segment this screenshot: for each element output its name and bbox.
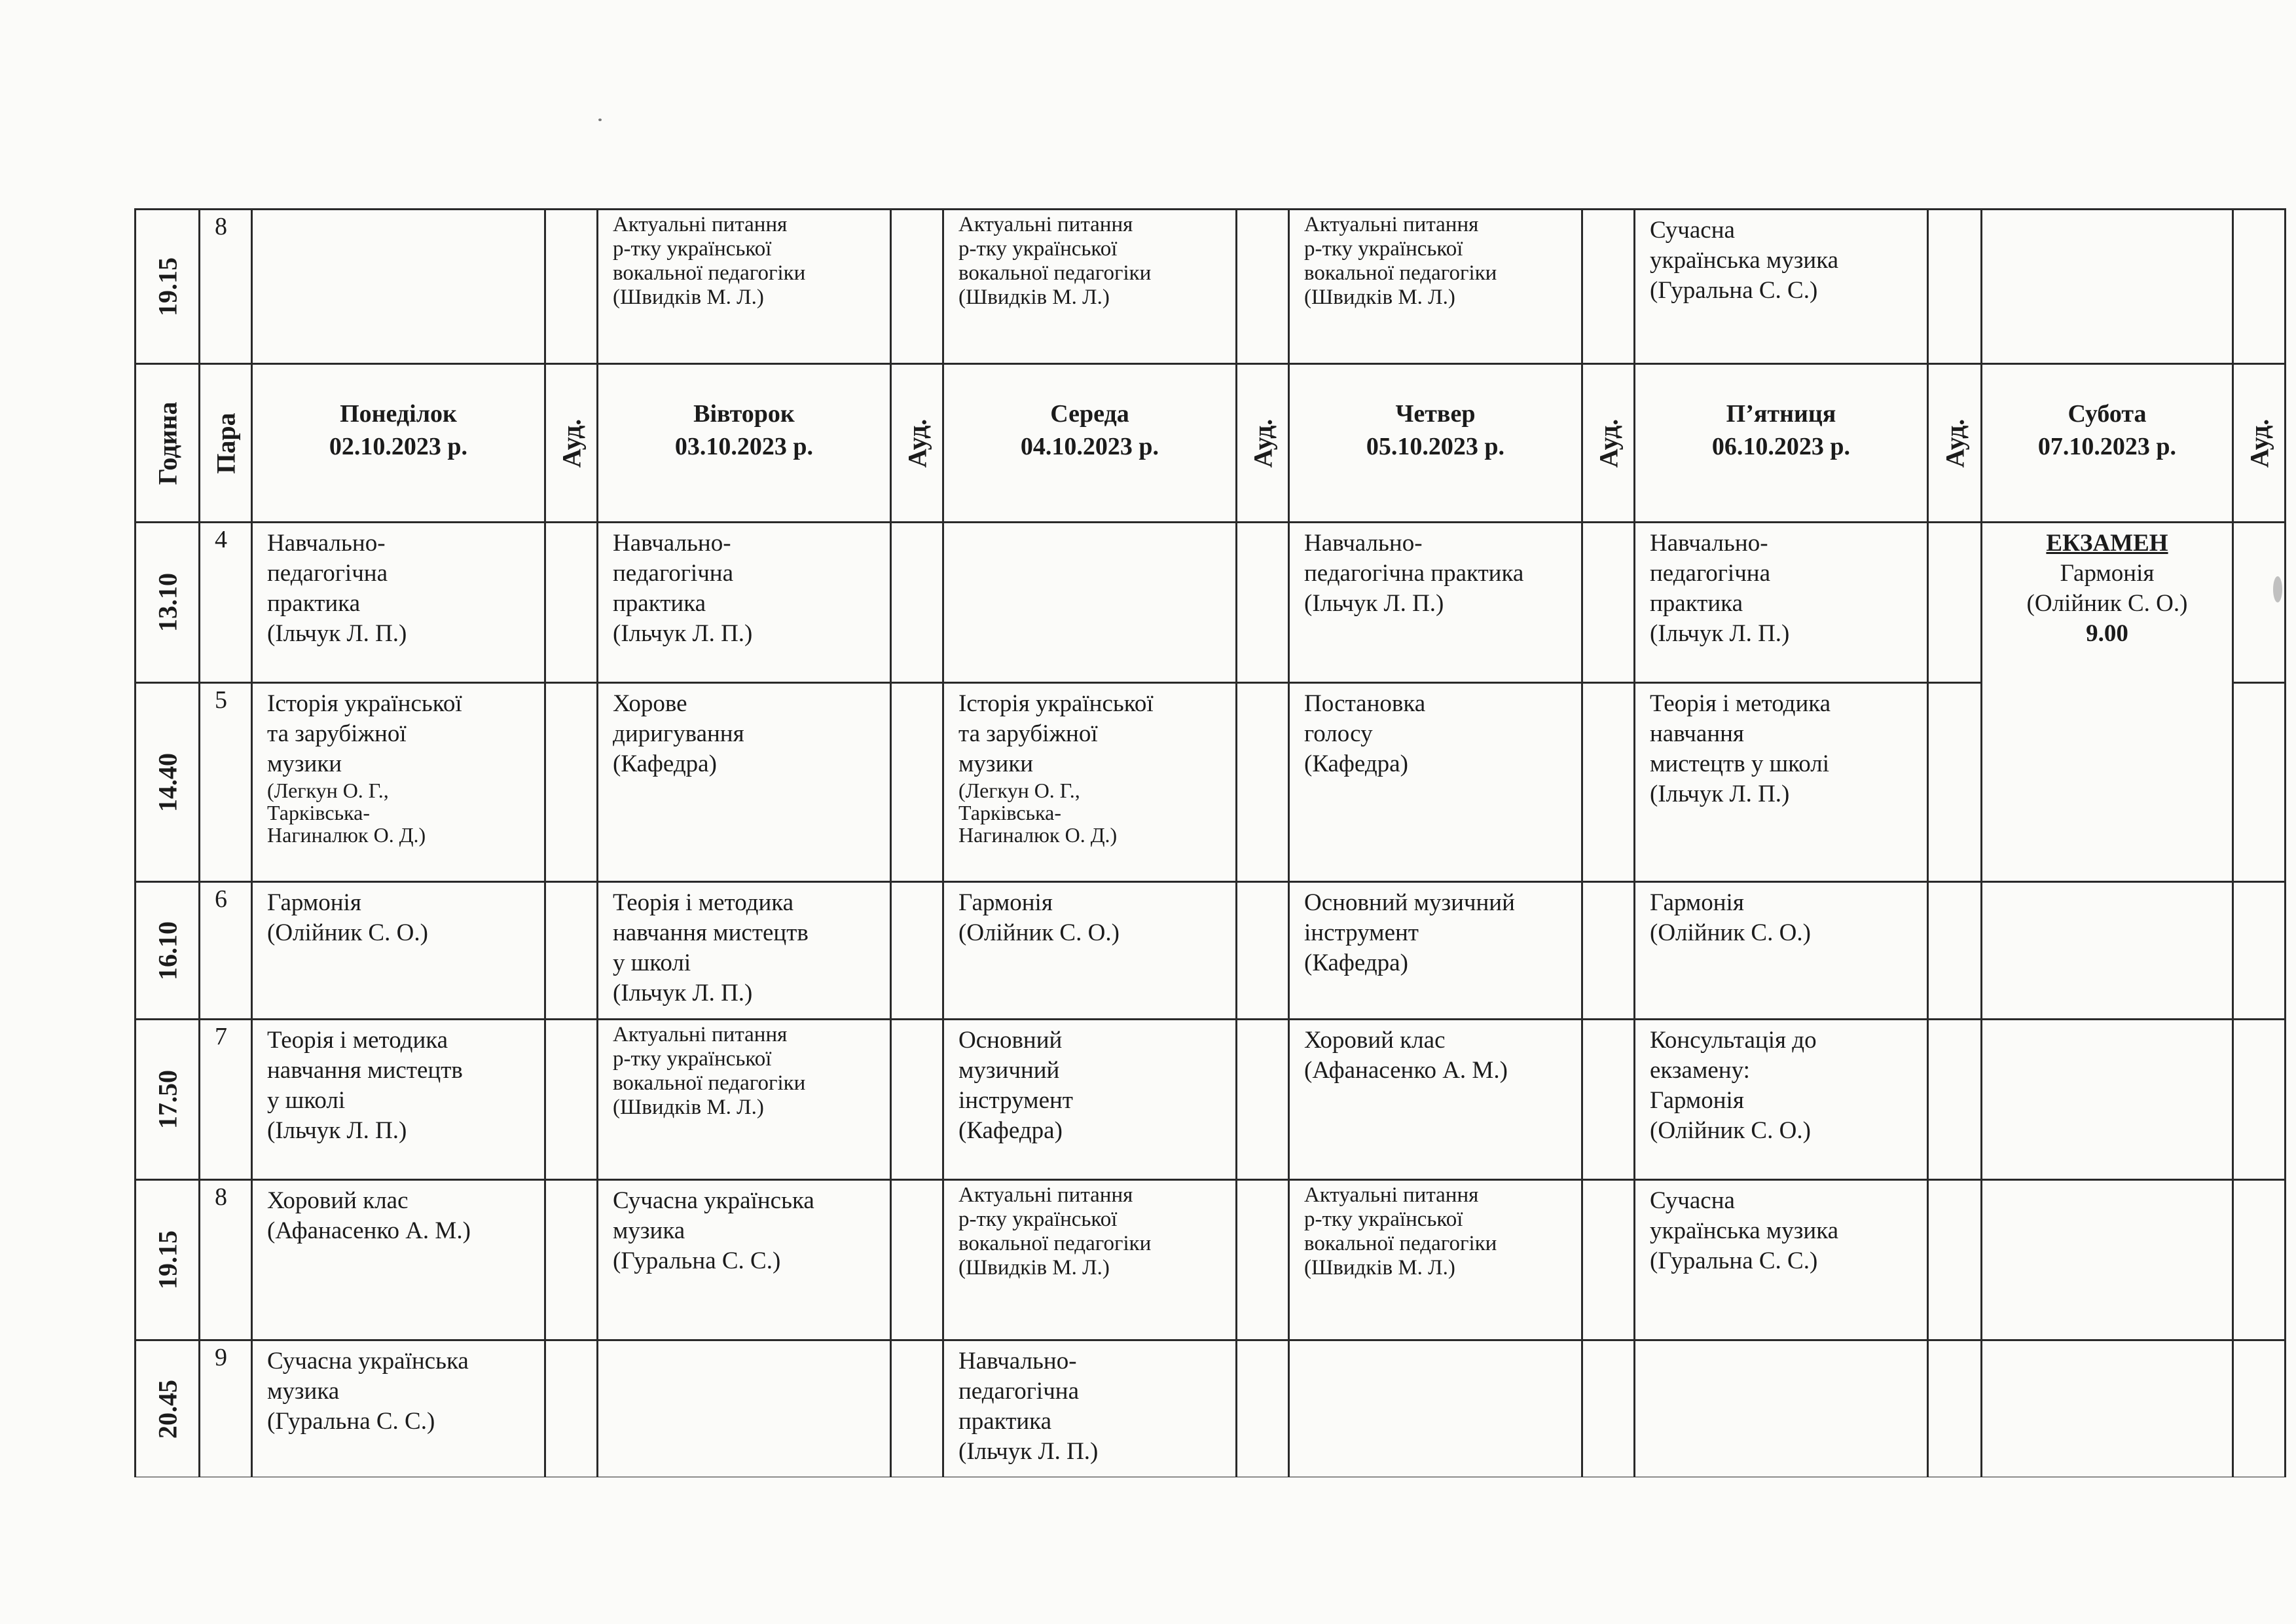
para-cell: 8 <box>200 210 252 364</box>
lesson-cell-sat <box>1982 882 2233 1020</box>
lesson-cell-fri <box>1635 1340 1928 1478</box>
time-cell: 13.10 <box>136 523 200 683</box>
aud-cell <box>891 1020 943 1180</box>
day-header-tue: Вівторок 03.10.2023 р. <box>598 364 891 523</box>
para-cell: 5 <box>200 683 252 882</box>
aud-header: Ауд. <box>1237 364 1289 523</box>
lesson-cell-wed: Історія української та зарубіжної музики (Легкун О. Г., Тарківська- Нагиналюк О. Д.) <box>943 683 1237 882</box>
aud-cell <box>1582 210 1635 364</box>
aud-header: Ауд. <box>545 364 598 523</box>
schedule-table-wrapper <box>134 208 2296 1477</box>
aud-cell <box>2233 882 2286 1020</box>
aud-cell <box>1582 1180 1635 1340</box>
aud-header: Ауд. <box>1582 364 1635 523</box>
lesson-cell-thu <box>1289 1340 1582 1478</box>
lesson-cell-tue: Актуальні питання р-тку української вокальної педагогіки (Швидків М. Л.) <box>598 210 891 364</box>
time-cell: 17.50 <box>136 1020 200 1180</box>
lesson-cell-fri: Сучасна українська музика (Гуральна С. С.) <box>1635 210 1928 364</box>
row-1440 <box>136 683 2286 882</box>
aud-cell <box>891 1340 943 1478</box>
aud-cell <box>1582 1340 1635 1478</box>
para-header: Пара <box>200 364 252 523</box>
lesson-cell-mon: Гармонія (Олійник С. О.) <box>252 882 545 1020</box>
lesson-cell-mon: Хоровий клас (Афанасенко А. М.) <box>252 1180 545 1340</box>
aud-cell <box>1237 523 1289 683</box>
lesson-cell-fri: Навчально- педагогічна практика (Ільчук Л. П.) <box>1635 523 1928 683</box>
day-header-sat: Субота 07.10.2023 р. <box>1982 364 2233 523</box>
aud-cell <box>545 1340 598 1478</box>
aud-header: Ауд. <box>2233 364 2286 523</box>
lesson-cell-thu: Актуальні питання р-тку української вокальної педагогіки (Швидків М. Л.) <box>1289 1180 1582 1340</box>
aud-header: Ауд. <box>891 364 943 523</box>
aud-cell <box>2233 210 2286 364</box>
aud-cell <box>2233 523 2286 683</box>
day-header-mon: Понеділок 02.10.2023 р. <box>252 364 545 523</box>
aud-cell <box>1582 523 1635 683</box>
lesson-cell-fri: Теорія і методика навчання мистецтв у школі (Ільчук Л. П.) <box>1635 683 1928 882</box>
exam-title: ЕКЗАМЕН <box>2046 530 2168 557</box>
aud-cell <box>1928 523 1982 683</box>
time-cell: 19.15 <box>136 210 200 364</box>
aud-cell <box>545 882 598 1020</box>
row-1750 <box>136 1020 2286 1180</box>
para-cell: 6 <box>200 882 252 1020</box>
row-1610 <box>136 882 2286 1020</box>
lesson-cell-wed: Навчально- педагогічна практика (Ільчук Л. П.) <box>943 1340 1237 1478</box>
lesson-cell-fri: Консультація до екзамену: Гармонія (Олійник С. О.) <box>1635 1020 1928 1180</box>
aud-cell <box>2233 1180 2286 1340</box>
para-cell: 9 <box>200 1340 252 1478</box>
para-cell: 7 <box>200 1020 252 1180</box>
lesson-cell-sat <box>1982 1020 2233 1180</box>
aud-cell <box>1237 1020 1289 1180</box>
lesson-cell-sat <box>1982 1180 2233 1340</box>
aud-cell <box>545 683 598 882</box>
lesson-cell-tue: Теорія і методика навчання мистецтв у школі (Ільчук Л. П.) <box>598 882 891 1020</box>
lesson-cell-tue: Навчально- педагогічна практика (Ільчук Л. П.) <box>598 523 891 683</box>
time-cell: 14.40 <box>136 683 200 882</box>
aud-cell <box>1582 683 1635 882</box>
exam-time: 9.00 <box>2086 620 2128 647</box>
exam-teacher: (Олійник С. О.) <box>2026 590 2188 617</box>
aud-cell <box>1928 1020 1982 1180</box>
aud-header: Ауд. <box>1928 364 1982 523</box>
aud-cell <box>1237 1180 1289 1340</box>
lesson-cell-wed: Актуальні питання р-тку української вокальної педагогіки (Швидків М. Л.) <box>943 210 1237 364</box>
day-header-thu: Четвер 05.10.2023 р. <box>1289 364 1582 523</box>
day-header-wed: Середа 04.10.2023 р. <box>943 364 1237 523</box>
lesson-cell-mon: Сучасна українська музика (Гуральна С. С.) <box>252 1340 545 1478</box>
aud-cell <box>545 523 598 683</box>
day-header-fri: П’ятниця 06.10.2023 р. <box>1635 364 1928 523</box>
time-cell: 20.45 <box>136 1340 200 1478</box>
lesson-cell-thu: Навчально- педагогічна практика (Ільчук Л. П.) <box>1289 523 1582 683</box>
lesson-cell-mon: Історія української та зарубіжної музики (Легкун О. Г., Тарківська- Нагиналюк О. Д.) <box>252 683 545 882</box>
aud-cell <box>1237 1340 1289 1478</box>
para-cell: 8 <box>200 1180 252 1340</box>
lesson-cell-mon: Навчально- педагогічна практика (Ільчук Л. П.) <box>252 523 545 683</box>
aud-cell <box>891 1180 943 1340</box>
lesson-cell-thu: Постановка голосу (Кафедра) <box>1289 683 1582 882</box>
lesson-cell-mon <box>252 210 545 364</box>
exam-subject: Гармонія <box>2060 560 2155 587</box>
lesson-cell-thu: Хоровий клас (Афанасенко А. М.) <box>1289 1020 1582 1180</box>
aud-cell <box>1582 1020 1635 1180</box>
lesson-cell-wed: Гармонія (Олійник С. О.) <box>943 882 1237 1020</box>
lesson-cell-sat <box>1982 210 2233 364</box>
para-cell: 4 <box>200 523 252 683</box>
lesson-cell-fri: Сучасна українська музика (Гуральна С. С.) <box>1635 1180 1928 1340</box>
aud-cell <box>1928 210 1982 364</box>
aud-cell <box>1237 683 1289 882</box>
aud-cell <box>545 210 598 364</box>
aud-cell <box>1928 1180 1982 1340</box>
lesson-cell-tue: Хорове диригування (Кафедра) <box>598 683 891 882</box>
aud-cell <box>2233 683 2286 882</box>
top-row-1915 <box>136 210 2286 364</box>
time-cell: 16.10 <box>136 882 200 1020</box>
header-row <box>136 364 2286 523</box>
schedule-table <box>134 208 2286 1477</box>
lesson-cell-thu: Актуальні питання р-тку української вокальної педагогіки (Швидків М. Л.) <box>1289 210 1582 364</box>
aud-cell <box>1928 882 1982 1020</box>
lesson-cell-thu: Основний музичний інструмент (Кафедра) <box>1289 882 1582 1020</box>
aud-cell <box>891 683 943 882</box>
lesson-cell-mon: Теорія і методика навчання мистецтв у школі (Ільчук Л. П.) <box>252 1020 545 1180</box>
lesson-cell-wed: Основний музичний інструмент (Кафедра) <box>943 1020 1237 1180</box>
aud-cell <box>545 1020 598 1180</box>
aud-cell <box>2233 1340 2286 1478</box>
scan-speck <box>598 119 602 121</box>
hour-header: Година <box>136 364 200 523</box>
aud-cell <box>1928 1340 1982 1478</box>
row-1915 <box>136 1180 2286 1340</box>
aud-cell <box>1237 210 1289 364</box>
aud-cell <box>545 1180 598 1340</box>
aud-cell <box>891 210 943 364</box>
lesson-cell-tue: Актуальні питання р-тку української вокальної педагогіки (Швидків М. Л.) <box>598 1020 891 1180</box>
lesson-cell-sat <box>1982 1340 2233 1478</box>
lesson-cell-wed <box>943 523 1237 683</box>
row-2045 <box>136 1340 2286 1478</box>
aud-cell <box>1928 683 1982 882</box>
row-1310 <box>136 523 2286 683</box>
lesson-cell-wed: Актуальні питання р-тку української вокальної педагогіки (Швидків М. Л.) <box>943 1180 1237 1340</box>
lesson-cell-fri: Гармонія (Олійник С. О.) <box>1635 882 1928 1020</box>
lesson-cell-tue <box>598 1340 891 1478</box>
exam-cell-sat <box>1982 523 2233 882</box>
aud-cell <box>1237 882 1289 1020</box>
aud-cell <box>891 882 943 1020</box>
aud-cell <box>1582 882 1635 1020</box>
aud-cell <box>2233 1020 2286 1180</box>
aud-cell <box>891 523 943 683</box>
time-cell: 19.15 <box>136 1180 200 1340</box>
lesson-cell-tue: Сучасна українська музика (Гуральна С. С.) <box>598 1180 891 1340</box>
